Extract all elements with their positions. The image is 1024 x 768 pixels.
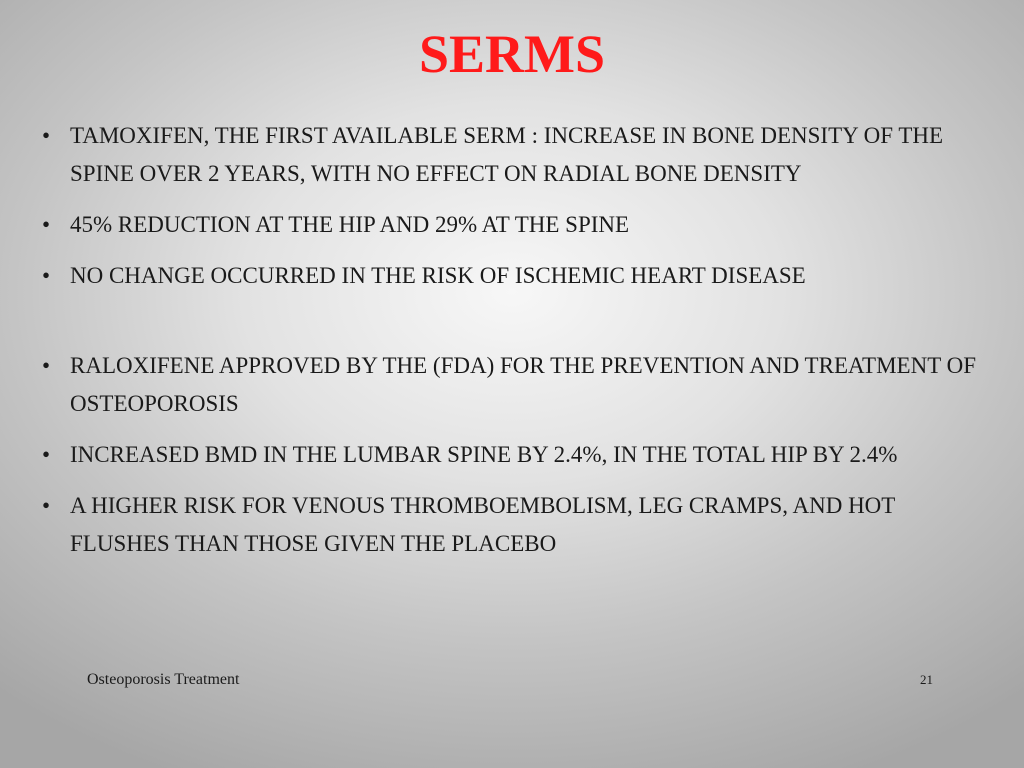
bullet-text: A HIGHER RISK FOR VENOUS THROMBOEMBOLISM, LEG CRAMPS, AND HOT FLUSHES THAN THOSE GIVEN THE PLACEBO	[70, 493, 895, 556]
bullet-icon: •	[42, 442, 51, 467]
bullet-text: TAMOXIFEN, THE FIRST AVAILABLE SERM : INCREASE IN BONE DENSITY OF THE SPINE OVER 2 YEARS, WITH NO EFFECT ON RADIAL BONE DENSITY	[70, 123, 944, 186]
bullet-item	[40, 487, 1000, 563]
slide-title: SERMS	[418, 24, 606, 84]
bullet-text: 45% REDUCTION AT THE HIP AND 29% AT THE SPINE	[70, 212, 630, 237]
bullet-item	[40, 117, 1000, 193]
bullet-icon: •	[42, 353, 51, 378]
bullet-icon: •	[42, 493, 51, 518]
bullet-text: RALOXIFENE APPROVED BY THE (FDA) FOR THE PREVENTION AND TREATMENT OF OSTEOPOROSIS	[70, 353, 976, 416]
bullet-icon: •	[42, 263, 51, 288]
bullet-icon: •	[42, 212, 51, 237]
bullet-item	[40, 257, 1000, 295]
bullet-text: NO CHANGE OCCURRED IN THE RISK OF ISCHEMIC HEART DISEASE	[70, 263, 806, 288]
bullet-item	[40, 436, 1000, 474]
footer-title: Osteoporosis Treatment	[87, 671, 240, 688]
bullet-list	[40, 117, 1000, 576]
bullet-item	[40, 206, 1000, 244]
page-number: 21	[920, 672, 933, 687]
bullet-icon: •	[42, 123, 51, 148]
bullet-text: INCREASED BMD IN THE LUMBAR SPINE BY 2.4%, IN THE TOTAL HIP BY 2.4%	[70, 442, 898, 467]
bullet-item	[40, 347, 1000, 423]
